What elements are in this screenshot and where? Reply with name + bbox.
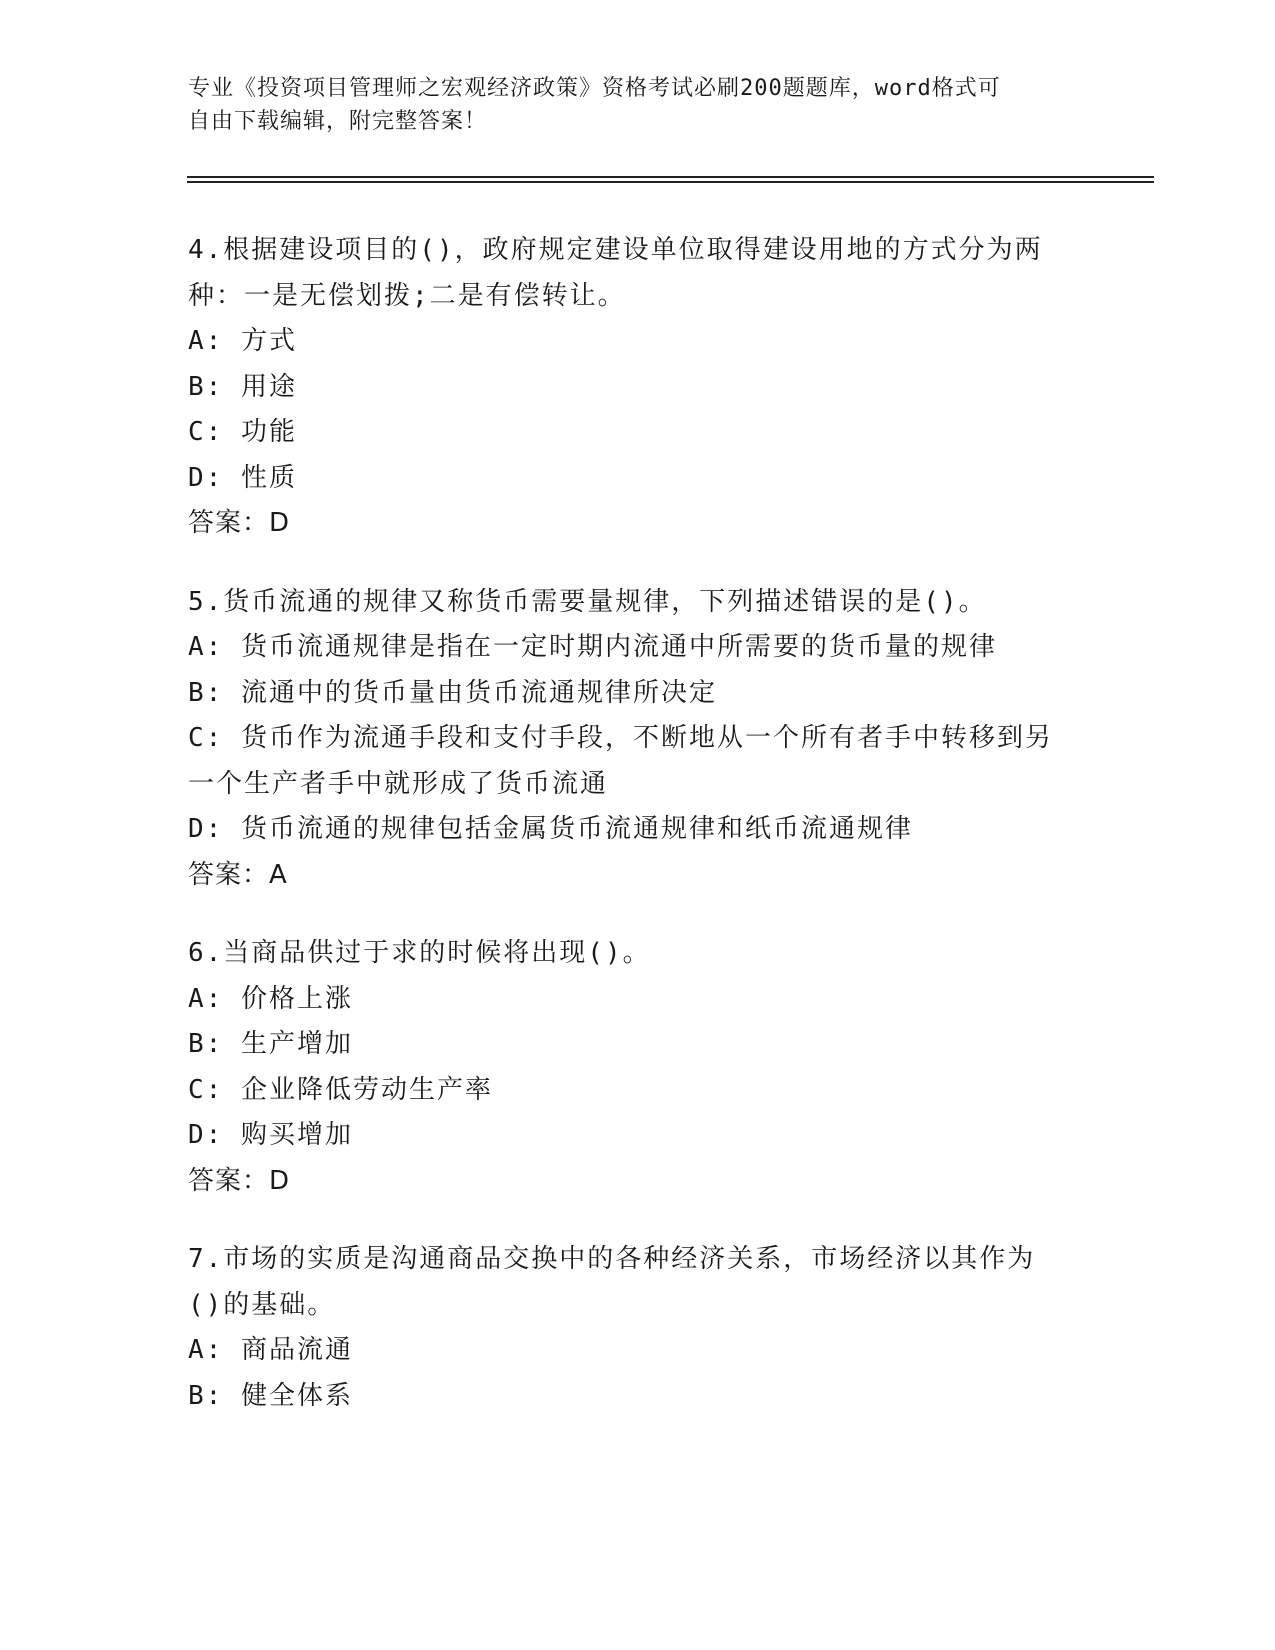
option-line: D: 性质 [188,462,297,493]
option-line: A: 商品流通 [188,1335,353,1365]
question-block [188,228,1088,547]
question-block [188,1237,1088,1419]
option-line: B: 用途 [188,371,297,402]
option-line: C: 货币作为流通手段和支付手段，不断地从一个所有者手中转移到另 [188,723,1053,753]
question-stem-line: 7.市场的实质是沟通商品交换中的各种经济关系，市场经济以其作为 [188,1244,1036,1274]
option-line: B: 流通中的货币量由货币流通规律所决定 [188,677,717,708]
header-line-1: 专业《投资项目管理师之宏观经济政策》资格考试必刷200题题库，word格式可 [188,76,1001,101]
option-line: A: 价格上涨 [188,983,353,1014]
option-line: D: 货币流通的规律包括金属货币流通规律和纸币流通规律 [188,814,913,844]
option-line: D: 购买增加 [188,1120,353,1150]
question-stem-line: ()的基础。 [188,1289,336,1320]
question-stem-line: 6.当商品供过于求的时候将出现()。 [188,938,651,968]
answer-line: 答案：D [188,508,291,538]
header-divider-top [187,176,1154,178]
header-divider-bottom [187,181,1154,183]
answer-line: 答案：A [188,859,288,890]
question-list [188,228,1088,1452]
option-line: C: 功能 [188,417,297,447]
option-line: B: 生产增加 [188,1029,353,1059]
question-stem-line: 种：一是无偿划拨;二是有偿转让。 [188,280,626,311]
answer-line: 答案：D [188,1165,291,1196]
question-block [188,931,1088,1204]
option-line: A: 方式 [188,326,297,356]
question-block [188,580,1088,899]
header-line-2: 自由下载编辑，附完整答案！ [188,109,488,134]
option-line: A: 货币流通规律是指在一定时期内流通中所需要的货币量的规律 [188,632,997,662]
option-line: 一个生产者手中就形成了货币流通 [188,768,609,799]
option-line: C: 企业降低劳动生产率 [188,1074,493,1105]
document-header [188,72,1068,138]
option-line: B: 健全体系 [188,1380,353,1411]
question-stem-line: 4.根据建设项目的()，政府规定建设单位取得建设用地的方式分为两 [188,235,1043,265]
question-stem-line: 5.货币流通的规律又称货币需要量规律，下列描述错误的是()。 [188,586,987,617]
